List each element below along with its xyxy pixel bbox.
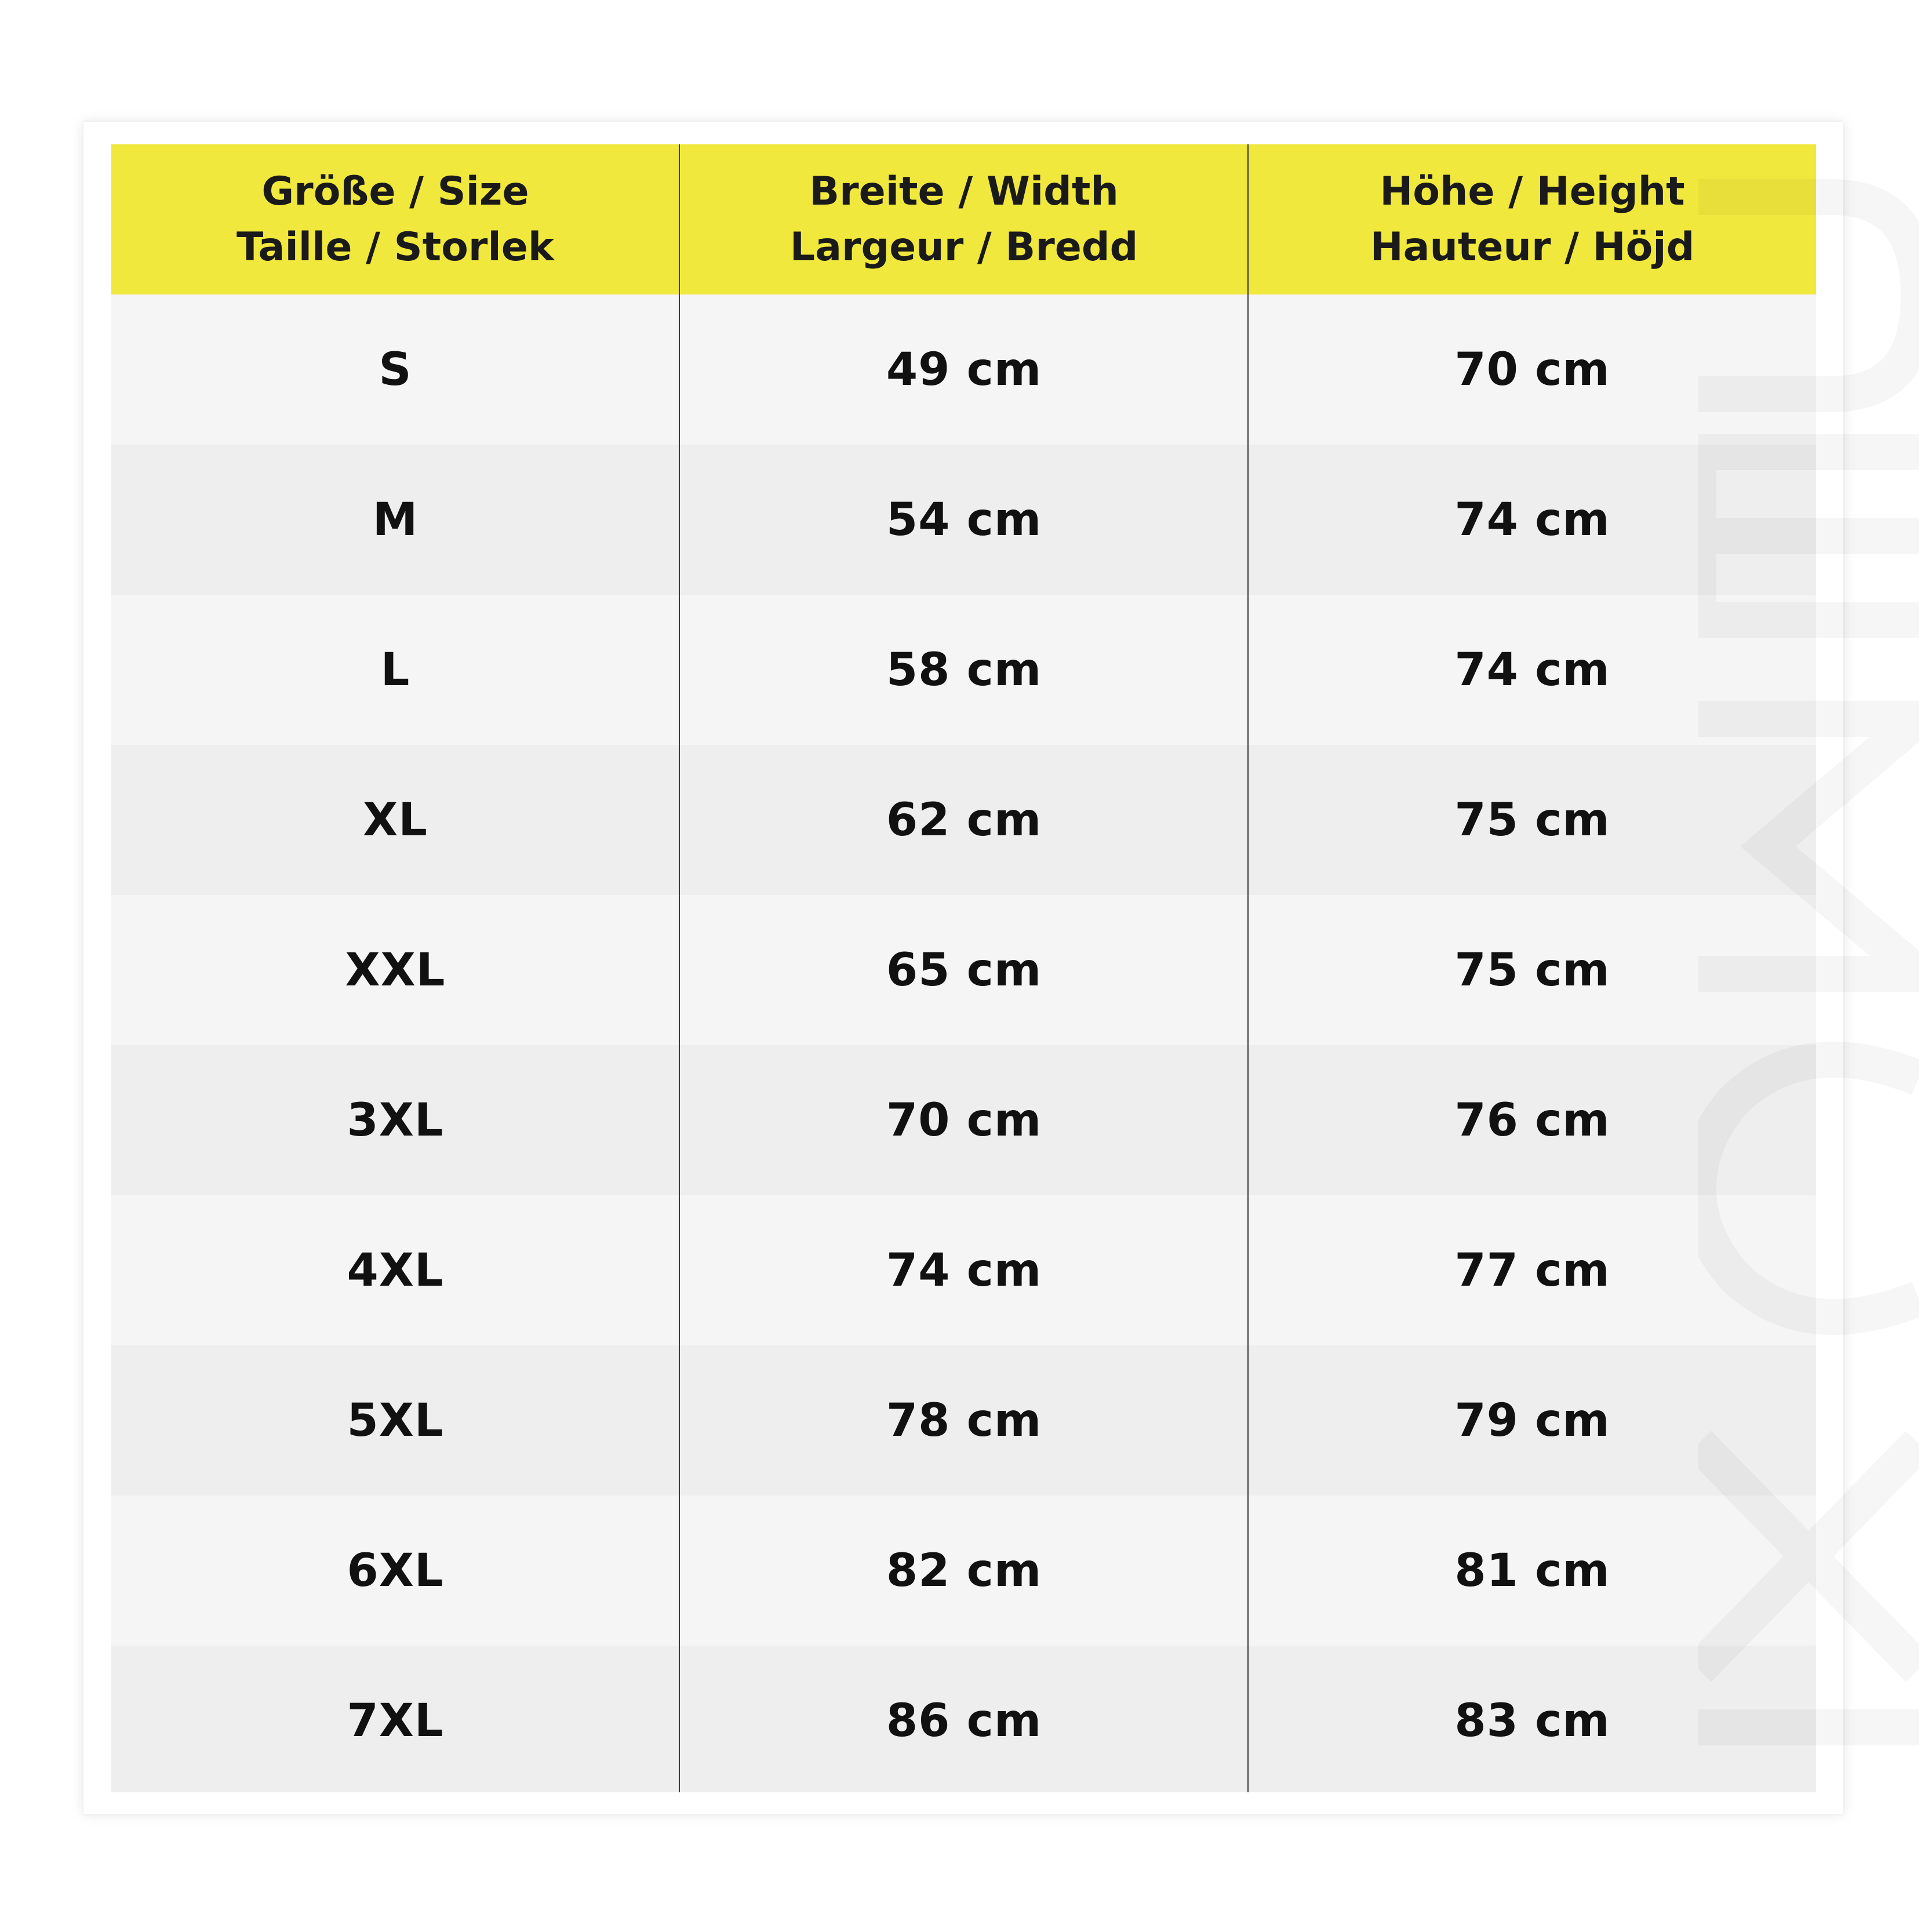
height-cell: 83 cm <box>1454 1694 1610 1747</box>
height-cell: 76 cm <box>1454 1094 1610 1147</box>
width-cell: 58 cm <box>886 643 1042 696</box>
width-cell: 54 cm <box>886 493 1042 546</box>
height-cell: 70 cm <box>1454 343 1610 396</box>
height-cell: 77 cm <box>1454 1244 1610 1297</box>
table-row <box>111 1646 1816 1792</box>
width-cell: 70 cm <box>886 1094 1042 1147</box>
height-cell: 74 cm <box>1454 493 1610 546</box>
header-size-line2: Taille / Storlek <box>236 224 555 270</box>
size-chart-table <box>111 144 1816 1792</box>
size-cell: 7XL <box>347 1694 444 1747</box>
header-width-line1: Breite / Width <box>809 168 1119 214</box>
height-cell: 75 cm <box>1454 944 1610 996</box>
header-size <box>111 144 679 294</box>
size-cell: M <box>372 493 419 546</box>
header-size-line1: Größe / Size <box>261 168 529 214</box>
height-cell: 81 cm <box>1454 1544 1610 1597</box>
size-cell: XXL <box>345 944 446 996</box>
table-row <box>111 294 1816 445</box>
size-cell: XL <box>363 794 428 846</box>
table-row <box>111 1195 1816 1345</box>
size-cell: 5XL <box>347 1394 444 1447</box>
header-width-line2: Largeur / Bredd <box>789 224 1138 270</box>
column-divider <box>679 144 680 1792</box>
table-row <box>111 595 1816 745</box>
height-cell: 74 cm <box>1454 643 1610 696</box>
height-cell: 79 cm <box>1454 1394 1610 1447</box>
table-header-row <box>111 144 1816 294</box>
width-cell: 62 cm <box>886 794 1042 846</box>
width-cell: 49 cm <box>886 343 1042 396</box>
table-row <box>111 895 1816 1045</box>
size-cell: S <box>379 343 412 396</box>
table-row <box>111 1045 1816 1195</box>
header-height-line2: Hauteur / Höjd <box>1370 224 1695 270</box>
table-row <box>111 445 1816 595</box>
width-cell: 74 cm <box>886 1244 1042 1297</box>
header-height <box>1249 144 1816 294</box>
table-row <box>111 1496 1816 1646</box>
size-cell: 3XL <box>347 1094 444 1147</box>
table-row <box>111 1345 1816 1496</box>
size-cell: 6XL <box>347 1544 444 1597</box>
width-cell: 78 cm <box>886 1394 1042 1447</box>
size-cell: L <box>380 643 410 696</box>
width-cell: 86 cm <box>886 1694 1042 1747</box>
width-cell: 65 cm <box>886 944 1042 996</box>
header-height-line1: Höhe / Height <box>1380 168 1685 214</box>
width-cell: 82 cm <box>886 1544 1042 1597</box>
height-cell: 75 cm <box>1454 794 1610 846</box>
size-cell: 4XL <box>347 1244 444 1297</box>
header-width <box>680 144 1248 294</box>
column-divider <box>1247 144 1249 1792</box>
table-row <box>111 745 1816 895</box>
